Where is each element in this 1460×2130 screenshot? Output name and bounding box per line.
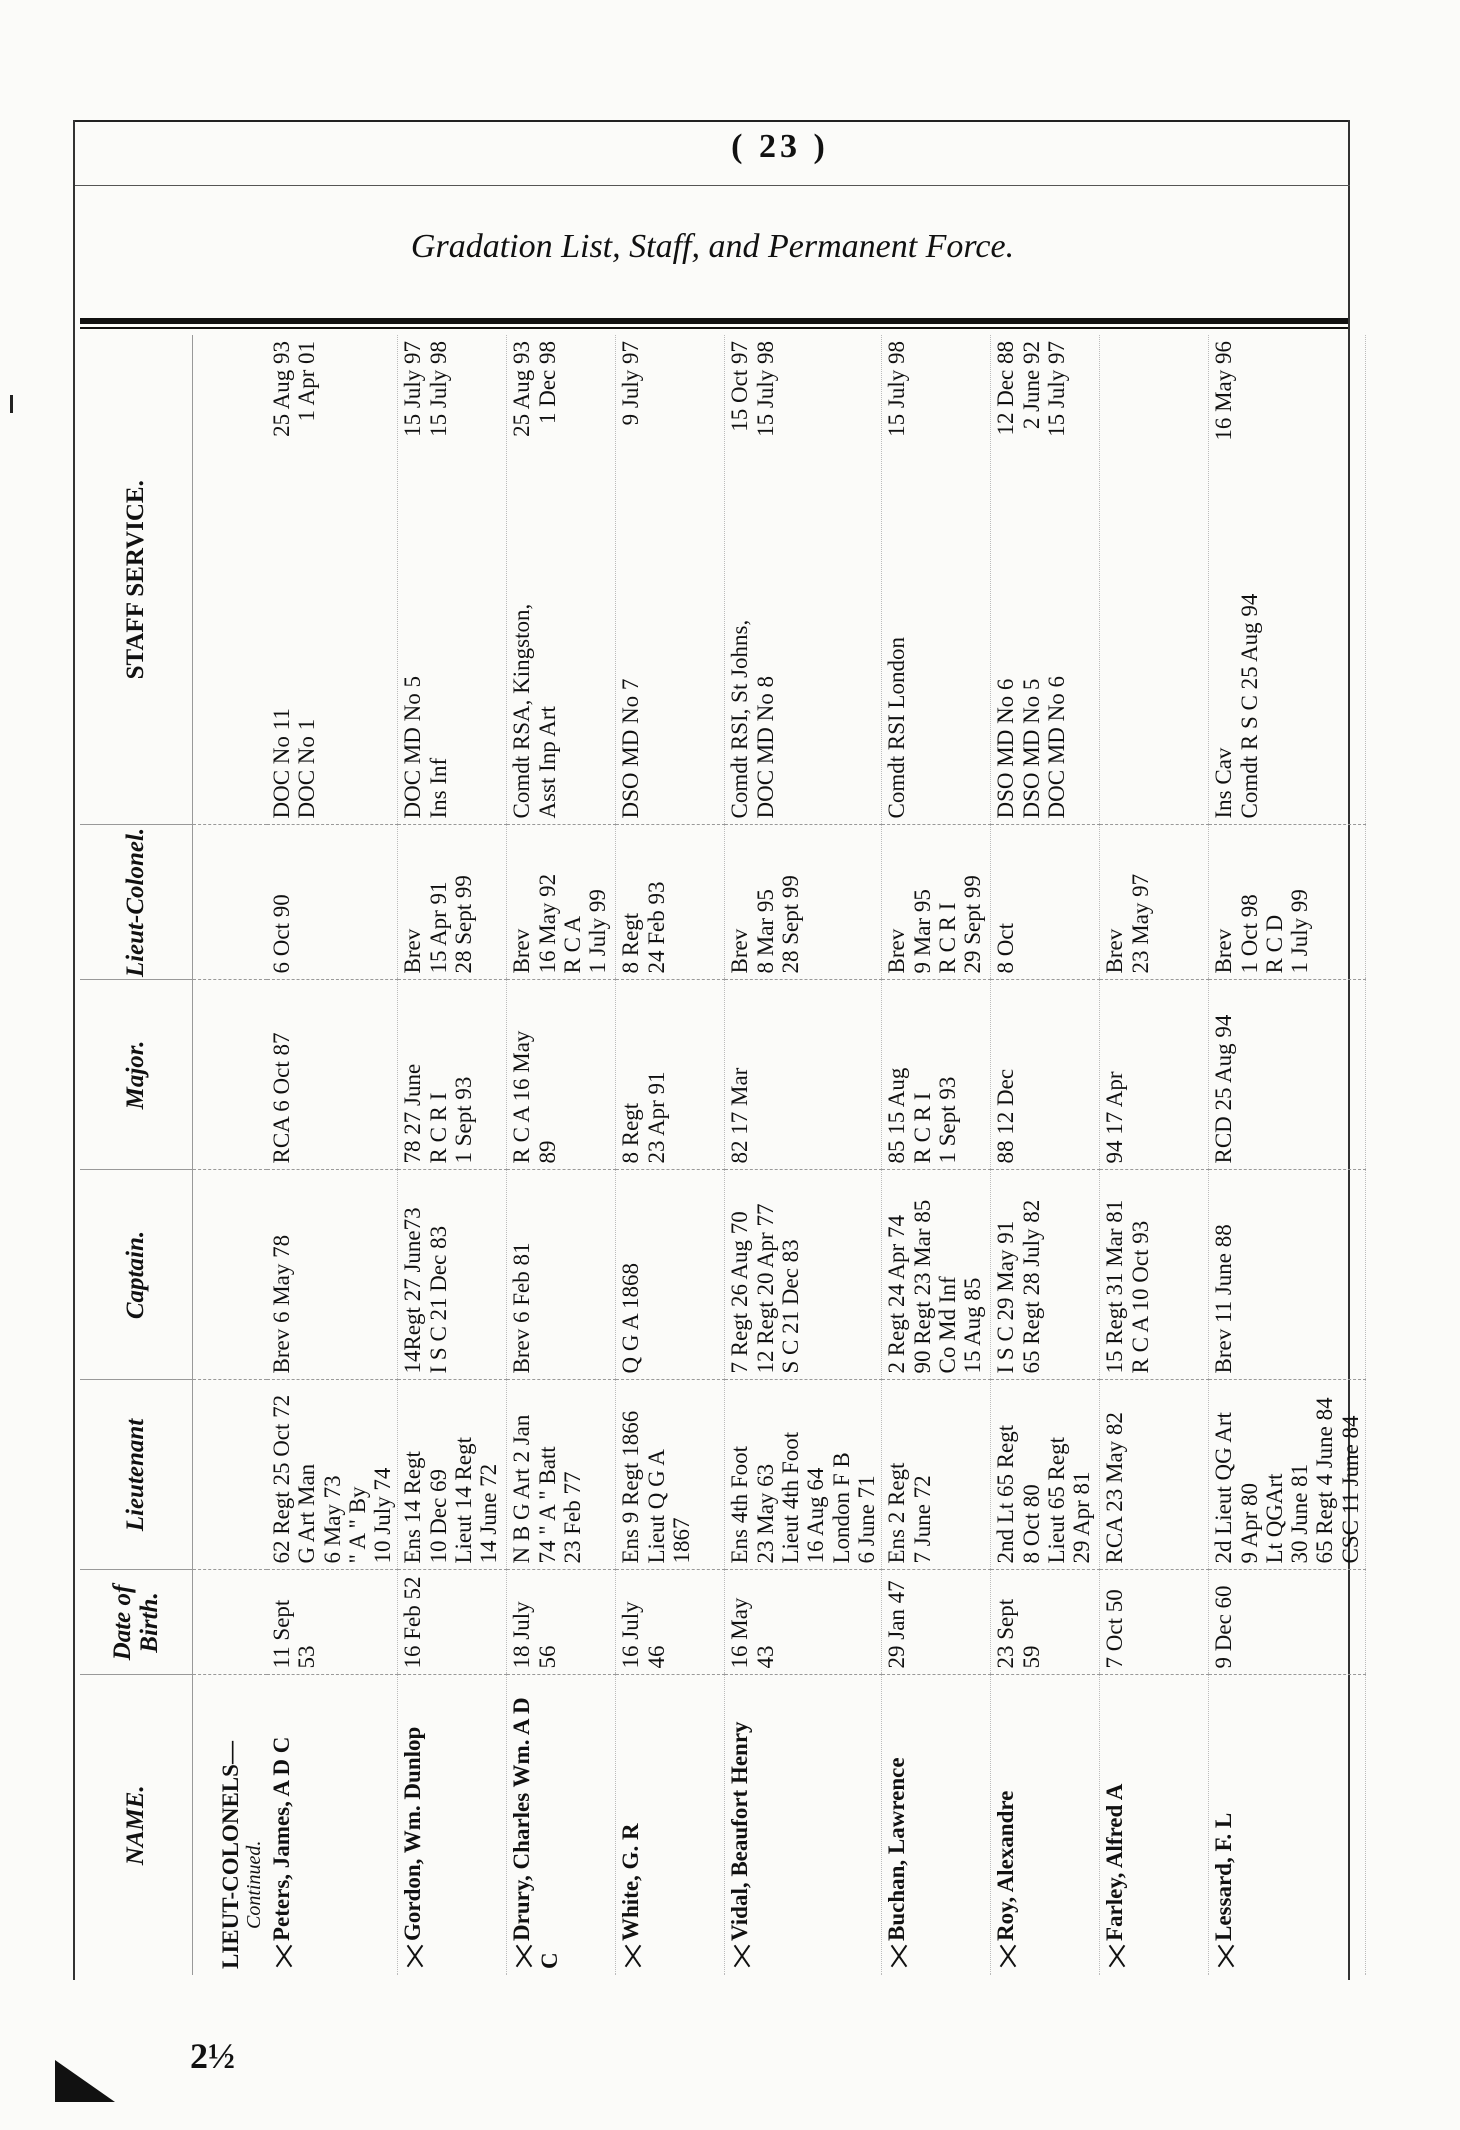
name-cell — [507, 1675, 616, 1975]
officer-name: Lessard, F. L — [1211, 1812, 1237, 1941]
header-staff: STAFF SERVICE. — [80, 335, 193, 825]
captain-record: 15 Regt 31 Mar 81 R C A 10 Oct 93 — [1102, 1199, 1153, 1374]
margin-mark — [10, 395, 13, 413]
lieut-colonel-cell — [1209, 825, 1366, 980]
crossed-swords-icon — [886, 1943, 912, 1969]
staff-cell — [1100, 335, 1209, 825]
captain-record: 2 Regt 24 Apr 74 90 Regt 23 Mar 85 Co Md Inf 15 Aug 85 — [884, 1199, 986, 1374]
staff-service — [993, 341, 1069, 819]
staff-appointments: Comdt RSA, Kingston, Asst Inp Art — [509, 603, 560, 819]
captain-cell — [725, 1170, 882, 1380]
table-row — [725, 335, 882, 1975]
staff-service — [884, 341, 909, 819]
lieutenant-cell — [725, 1380, 882, 1570]
lieutenant-cell — [507, 1380, 616, 1570]
major-record: 15 Aug R C R I 1 Sept 93 — [884, 1067, 960, 1164]
crossed-swords-icon — [995, 1943, 1021, 1969]
staff-cell — [991, 335, 1100, 825]
major-record: 17 Apr — [1102, 1071, 1128, 1135]
birth-date: 11 Sept — [269, 1599, 294, 1669]
officer-name: Peters, James, A D C — [269, 1736, 294, 1941]
officer-name: Vidal, Beaufort Henry — [727, 1721, 753, 1941]
staff-service — [269, 341, 320, 819]
crossed-swords-icon — [1104, 1943, 1130, 1969]
header-birth: Date of Birth. — [80, 1570, 193, 1675]
name-cell — [991, 1675, 1100, 1975]
lieut-colonel-cell — [616, 825, 725, 980]
table-row — [991, 335, 1100, 1975]
lieut-colonel-record: Brev 23 May 97 — [1102, 873, 1153, 974]
header-captain: Captain. — [80, 1170, 193, 1380]
staff-appointments: Ins Cav Comdt R S C 25 Aug 94 — [1211, 593, 1262, 819]
lieutenant-record: 2nd Lt 65 Regt 8 Oct 80 Lieut 65 Regt 29 Apr 81 — [993, 1424, 1095, 1564]
lieut-colonel-cell — [882, 825, 991, 980]
lieutenant-record: Ens 9 Regt 1866 Lieut Q G A 1867 — [618, 1410, 695, 1564]
lieutenant-cell — [267, 1380, 398, 1570]
captain-record: I S C 29 May 91 65 Regt 28 July 82 — [993, 1199, 1044, 1374]
page-title: Gradation List, Staff, and Permanent Force. — [410, 228, 1015, 265]
major-year: 78 — [400, 1140, 426, 1164]
page-number: ( 23 ) — [731, 128, 829, 165]
staff-appointments: Comdt RSI, St Johns, DOC MD No 8 — [727, 619, 778, 819]
gradation-table — [80, 335, 1366, 1975]
birth-cell — [267, 1570, 398, 1675]
staff-cell — [267, 335, 398, 825]
major-year: 85 — [884, 1140, 910, 1164]
captain-record: Brev 6 Feb 81 — [509, 1242, 535, 1374]
footer-signature-mark: 2½ — [190, 2036, 235, 2076]
lieut-colonel-record: Brev 8 Mar 95 28 Sept 99 — [727, 875, 804, 974]
birth-date: 7 Oct — [1102, 1618, 1128, 1669]
birth-cell — [507, 1570, 616, 1675]
section-label: LIEUT-COLONELS— — [217, 1741, 243, 1969]
lieut-colonel-cell — [507, 825, 616, 980]
crossed-swords-icon — [620, 1943, 646, 1969]
name-cell — [616, 1675, 725, 1975]
major-record: RCA 6 Oct 87 — [269, 1032, 294, 1164]
major-record: 8 Regt 23 Apr 91 — [618, 1071, 669, 1164]
corner-triangle — [55, 2060, 115, 2102]
frame-top-rule — [75, 120, 1350, 122]
captain-cell — [1100, 1170, 1209, 1380]
birth-year: 60 — [1211, 1585, 1237, 1609]
header-name: NAME. — [80, 1675, 193, 1975]
staff-dates: 16 May 96 — [1211, 341, 1237, 441]
captain-cell — [1209, 1170, 1366, 1380]
lieut-colonel-record: 8 Oct — [993, 923, 1019, 974]
lieutenant-cell — [991, 1380, 1100, 1570]
birth-cell — [1209, 1570, 1366, 1675]
staff-cell — [398, 335, 507, 825]
lieutenant-cell — [882, 1380, 991, 1570]
captain-cell — [267, 1170, 398, 1380]
lieut-colonel-cell — [725, 825, 882, 980]
lieut-colonel-record: 8 Regt 24 Feb 93 — [618, 881, 669, 974]
staff-cell — [616, 335, 725, 825]
birth-cell — [398, 1570, 507, 1675]
crossed-swords-icon — [511, 1943, 537, 1969]
major-cell — [991, 980, 1100, 1170]
major-record: 27 June R C R I 1 Sept 93 — [400, 1063, 477, 1164]
officer-name: Farley, Alfred A — [1102, 1783, 1128, 1941]
lieutenant-cell — [398, 1380, 507, 1570]
birth-year: 50 — [1102, 1589, 1128, 1613]
header-lieut-colonel: Lieut-Colonel. — [80, 825, 193, 980]
captain-cell — [616, 1170, 725, 1380]
major-cell — [507, 980, 616, 1170]
staff-service — [509, 341, 560, 819]
frame-left-rule — [73, 120, 75, 1980]
birth-year: 53 — [294, 1645, 320, 1669]
major-cell — [1209, 980, 1366, 1170]
table-row — [616, 335, 725, 1975]
captain-year: 1868 — [618, 1262, 644, 1309]
lieutenant-record: Ens 4th Foot 23 May 63 Lieut 4th Foot 16 Aug 64 London F B 6 June 71 — [727, 1431, 879, 1564]
captain-cell — [398, 1170, 507, 1380]
lieutenant-record: 62 Regt 25 Oct 72 G Art Man 6 May 73 " A " By 10 July 74 — [269, 1394, 396, 1564]
birth-cell — [882, 1570, 991, 1675]
lieut-colonel-cell — [1100, 825, 1209, 980]
lieut-colonel-record: Brev 1 Oct 98 R C D 1 July 99 — [1211, 889, 1313, 974]
crossed-swords-icon — [271, 1943, 297, 1969]
birth-year: 52 — [400, 1576, 426, 1600]
captain-cell — [507, 1170, 616, 1380]
table-row — [507, 335, 616, 1975]
name-cell — [725, 1675, 882, 1975]
rotated-table-area — [80, 335, 1363, 1975]
staff-dates: 15 Oct 97 15 July 98 — [727, 341, 778, 437]
birth-cell — [991, 1570, 1100, 1675]
staff-appointments: DOC No 11 DOC No 1 — [269, 708, 320, 819]
table-row — [1100, 335, 1209, 1975]
staff-cell — [725, 335, 882, 825]
lieut-colonel-record: 6 Oct 90 — [269, 894, 294, 974]
major-record: R C A 16 May 89 — [509, 1030, 560, 1164]
crossed-swords-icon — [729, 1943, 755, 1969]
major-cell — [725, 980, 882, 1170]
staff-dates: 25 Aug 93 1 Apr 01 — [269, 341, 320, 437]
birth-date: 16 May — [727, 1597, 753, 1669]
officer-name: Drury, Charles Wm. A D C — [509, 1697, 563, 1969]
captain-record: 7 Regt 26 Aug 70 12 Regt 20 Apr 77 S C 21 Dec 83 — [727, 1203, 804, 1374]
lieut-colonel-cell — [267, 825, 398, 980]
section-sub: Continued. — [243, 1840, 265, 1929]
staff-dates: 25 Aug 93 1 Dec 98 — [509, 341, 560, 437]
lieut-colonel-record: Brev 9 Mar 95 R C R I 29 Sept 99 — [884, 875, 986, 974]
birth-year: 47 — [884, 1580, 910, 1604]
title-thin-rule — [80, 327, 1348, 329]
staff-service — [727, 341, 778, 819]
birth-year: 59 — [1018, 1645, 1044, 1669]
birth-date: 16 July — [618, 1601, 644, 1669]
header-rule — [75, 185, 1350, 186]
major-year: 82 — [727, 1140, 753, 1164]
captain-record: Brev 11 June 88 — [1211, 1224, 1237, 1374]
crossed-swords-icon — [402, 1943, 428, 1969]
table-header-row — [80, 335, 193, 1975]
birth-date: 16 Feb — [400, 1605, 426, 1669]
birth-date: 9 Dec — [1211, 1614, 1237, 1669]
major-record: 17 Mar — [727, 1067, 753, 1135]
birth-cell — [1100, 1570, 1209, 1675]
staff-dates: 15 July 98 — [884, 341, 910, 437]
birth-year: 46 — [643, 1645, 669, 1669]
officer-name: White, G. R — [618, 1823, 644, 1941]
lieutenant-record: N B G Art 2 Jan 74 " A " Batt 23 Feb 77 — [509, 1414, 586, 1564]
section-row — [193, 335, 268, 1975]
staff-cell — [1209, 335, 1366, 825]
captain-record: 14Regt 27 June73 I S C 21 Dec 83 — [400, 1207, 451, 1374]
staff-dates: 9 July 97 — [618, 341, 644, 426]
birth-year: 56 — [534, 1645, 560, 1669]
table-row — [398, 335, 507, 1975]
captain-record: Q G A — [618, 1314, 644, 1374]
captain-year: 78 — [269, 1234, 294, 1258]
staff-cell — [507, 335, 616, 825]
header-major: Major. — [80, 980, 193, 1170]
title-thick-rule — [80, 318, 1348, 324]
major-year: 94 — [1102, 1140, 1128, 1164]
birth-date: 18 July — [509, 1601, 535, 1669]
captain-record: Brev 6 May — [269, 1263, 294, 1374]
lieutenant-record: RCA 23 May 82 — [1102, 1412, 1128, 1564]
major-year: 88 — [993, 1140, 1019, 1164]
lieutenant-cell — [1100, 1380, 1209, 1570]
lieut-colonel-record: Brev 16 May 92 R C A 1 July 99 — [509, 873, 611, 974]
lieutenant-record: Ens 14 Regt 10 Dec 69 Lieut 14 Regt 14 June 72 — [400, 1437, 502, 1564]
staff-appointments: DSO MD No 7 — [618, 678, 644, 819]
officer-name: Gordon, Wm. Dunlop — [400, 1726, 426, 1941]
rotated-table-wrapper — [80, 335, 1363, 1975]
captain-cell — [882, 1170, 991, 1380]
officer-name: Roy, Alexandre — [993, 1790, 1019, 1941]
staff-dates: 12 Dec 88 2 June 92 15 July 97 — [993, 341, 1069, 437]
table-row — [1209, 335, 1366, 1975]
lieut-colonel-record: Brev 15 Apr 91 28 Sept 99 — [400, 875, 477, 974]
major-cell — [616, 980, 725, 1170]
name-cell — [398, 1675, 507, 1975]
major-cell — [267, 980, 398, 1170]
major-cell — [1100, 980, 1209, 1170]
major-cell — [882, 980, 991, 1170]
lieut-colonel-cell — [398, 825, 507, 980]
table-row — [267, 335, 398, 1975]
staff-service — [618, 341, 643, 819]
staff-dates: 15 July 97 15 July 98 — [400, 341, 451, 437]
staff-cell — [882, 335, 991, 825]
staff-service — [400, 341, 451, 819]
major-record: RCD 25 Aug 94 — [1211, 1014, 1237, 1164]
name-cell — [1100, 1675, 1209, 1975]
name-cell — [1209, 1675, 1366, 1975]
staff-service — [1211, 341, 1262, 819]
crossed-swords-icon — [1213, 1943, 1239, 1969]
birth-cell — [616, 1570, 725, 1675]
birth-date: 23 Sept — [993, 1598, 1019, 1669]
table-row — [882, 335, 991, 1975]
captain-cell — [991, 1170, 1100, 1380]
lieutenant-record: Ens 2 Regt 7 June 72 — [884, 1462, 935, 1564]
major-record: 12 Dec — [993, 1068, 1019, 1135]
lieut-colonel-cell — [991, 825, 1100, 980]
staff-appointments: DSO MD No 6 DSO MD No 5 DOC MD No 6 — [993, 676, 1069, 819]
staff-appointments: DOC MD No 5 Ins Inf — [400, 676, 451, 819]
lieutenant-record: 2d Lieut QG Art 9 Apr 80 Lt QGArt 30 June 81 65 Regt 4 June 84 CSC 11 June 84 — [1211, 1397, 1363, 1564]
lieutenant-cell — [1209, 1380, 1366, 1570]
birth-year: 43 — [752, 1645, 778, 1669]
name-cell — [882, 1675, 991, 1975]
staff-appointments: Comdt RSI London — [884, 637, 910, 819]
section-label-cell — [193, 1675, 268, 1975]
name-cell — [267, 1675, 398, 1975]
officer-name: Buchan, Lawrence — [884, 1757, 910, 1941]
lieutenant-cell — [616, 1380, 725, 1570]
birth-date: 29 Jan — [884, 1609, 910, 1669]
birth-cell — [725, 1570, 882, 1675]
major-cell — [398, 980, 507, 1170]
header-lieutenant: Lieutenant — [80, 1380, 193, 1570]
